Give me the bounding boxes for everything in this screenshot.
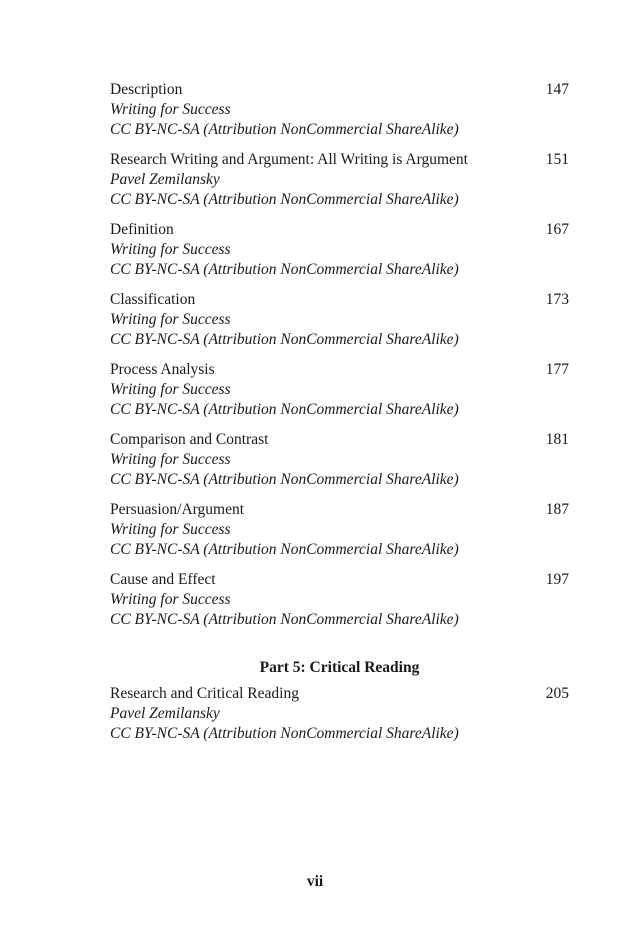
entry-author: Writing for Success [110, 101, 231, 118]
entry-page-number: 167 [545, 221, 569, 238]
entry-page-number: 205 [545, 685, 569, 702]
entry-license: CC BY-NC-SA (Attribution NonCommercial ShareAlike) [110, 191, 459, 208]
entry-license: CC BY-NC-SA (Attribution NonCommercial ShareAlike) [110, 541, 459, 558]
entry-page-number: 173 [545, 291, 569, 308]
entry-title[interactable]: Definition [110, 221, 174, 238]
entry-title[interactable]: Research Writing and Argument: All Writing is Argument [110, 151, 468, 168]
entry-title[interactable]: Process Analysis [110, 361, 215, 378]
entry-author: Pavel Zemilansky [110, 171, 220, 188]
entry-page-number: 197 [545, 571, 569, 588]
entry-page-number: 151 [545, 151, 569, 168]
entry-license: CC BY-NC-SA (Attribution NonCommercial ShareAlike) [110, 471, 459, 488]
entry-author: Writing for Success [110, 381, 231, 398]
entry-author: Pavel Zemilansky [110, 705, 220, 722]
entry-license: CC BY-NC-SA (Attribution NonCommercial ShareAlike) [110, 121, 459, 138]
entry-title[interactable]: Persuasion/Argument [110, 501, 245, 518]
entry-title[interactable]: Classification [110, 291, 196, 308]
entry-license: CC BY-NC-SA (Attribution NonCommercial ShareAlike) [110, 331, 459, 348]
entry-license: CC BY-NC-SA (Attribution NonCommercial ShareAlike) [110, 611, 459, 628]
table-of-contents [110, 80, 569, 754]
page-folio: vii [306, 873, 324, 890]
entry-author: Writing for Success [110, 311, 231, 328]
toc-entry-process-analysis [110, 360, 569, 420]
entry-author: Writing for Success [110, 591, 231, 608]
entry-license: CC BY-NC-SA (Attribution NonCommercial ShareAlike) [110, 725, 459, 742]
toc-entry-comparison-contrast [110, 430, 569, 490]
toc-entry-research-writing [110, 150, 569, 210]
toc-entry-definition [110, 220, 569, 280]
toc-entry-research-critical-reading [110, 684, 569, 744]
entry-license: CC BY-NC-SA (Attribution NonCommercial ShareAlike) [110, 261, 459, 278]
entry-author: Writing for Success [110, 521, 231, 538]
entry-license: CC BY-NC-SA (Attribution NonCommercial ShareAlike) [110, 401, 459, 418]
toc-entry-description [110, 80, 569, 140]
toc-entry-cause-effect [110, 570, 569, 630]
entry-page-number: 187 [545, 501, 569, 518]
entry-title[interactable]: Comparison and Contrast [110, 431, 269, 448]
part-heading: Part 5: Critical Reading [259, 659, 420, 676]
entry-page-number: 147 [545, 81, 569, 98]
entry-title[interactable]: Research and Critical Reading [110, 685, 299, 702]
entry-title[interactable]: Description [110, 81, 183, 98]
entry-page-number: 181 [545, 431, 569, 448]
entry-title[interactable]: Cause and Effect [110, 571, 216, 588]
entry-page-number: 177 [545, 361, 569, 378]
toc-entry-persuasion-argument [110, 500, 569, 560]
entry-author: Writing for Success [110, 451, 231, 468]
toc-entry-classification [110, 290, 569, 350]
entry-author: Writing for Success [110, 241, 231, 258]
